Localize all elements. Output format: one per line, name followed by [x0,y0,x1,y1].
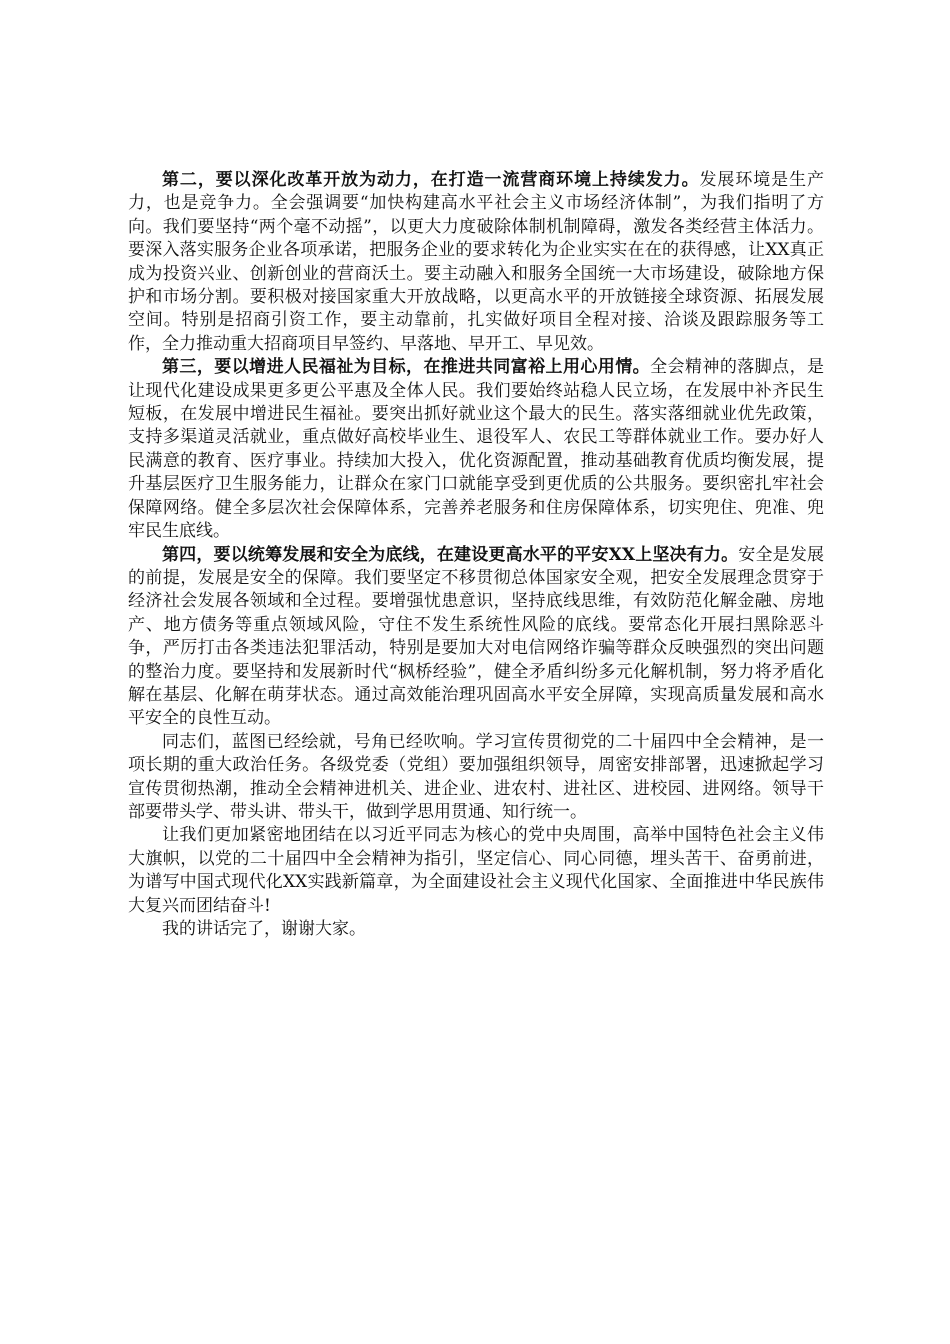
paragraph-body-text: 我的讲话完了，谢谢大家。 [162,919,366,939]
paragraph-call-to-action [128,731,824,825]
paragraph-body-text: 安全是发展的前提，发展是安全的保障。我们要坚定不移贯彻总体国家安全观，把安全发展理念贯穿于经济社会发展各领域和全过程。要增强忧患意识，坚持底线思维，有效防范化解金融、房地产、地方债务等重点领域风险，守住不发生系统性风险的底线。要常态化开展扫黑除恶斗争，严厉打击各类违法犯罪活动，特别是要加大对电信网络诈骗等群众反映强烈的突出问题的整治力度。要坚持和发展新时代“枫桥经验”，健全矛盾纠纷多元化解机制，努力将矛盾化解在基层、化解在萌芽状态。通过高效能治理巩固高水平安全屏障，实现高质量发展和高水平安全的良性互动。 [128,544,824,729]
paragraph-lead-heading: 第四，要以统筹发展和安全为底线，在建设更高水平的平安XX上坚决有力。 [162,544,739,565]
paragraph-closing-appeal [128,824,824,918]
paragraph-second-point [128,169,824,356]
paragraph-body-text: 同志们，蓝图已经绘就，号角已经吹响。学习宣传贯彻党的二十届四中全会精神，是一项长期的重大政治任务。各级党委（党组）要加强组织领导，周密安排部署，迅速掀起学习宣传贯彻热潮，推动全会精神进机关、进企业、进农村、进社区、进校园、进网络。领导干部要带头学、带头讲、带头干，做到学思用贯通、知行统一。 [128,731,824,822]
paragraph-sign-off [128,918,824,941]
paragraph-body-text: 全会精神的落脚点，是让现代化建设成果更多更公平惠及全体人民。我们要始终站稳人民立场，在发展中补齐民生短板，在发展中增进民生福祉。要突出抓好就业这个最大的民生。落实落细就业优先政策，支持多渠道灵活就业，重点做好高校毕业生、退役军人、农民工等群体就业工作。要办好人民满意的教育、医疗事业。持续加大投入，优化资源配置，推动基础教育优质均衡发展，提升基层医疗卫生服务能力，让群众在家门口就能享受到更优质的公共服务。要织密扎牢社会保障网络。健全多层次社会保障体系，完善养老服务和住房保障体系，切实兜住、兜准、兜牢民生底线。 [128,357,825,542]
paragraph-lead-heading: 第三，要以增进人民福祉为目标，在推进共同富裕上用心用情。 [162,357,651,378]
paragraph-lead-heading: 第二，要以深化改革开放为动力，在打造一流营商环境上持续发力。 [162,170,700,190]
paragraph-third-point [128,356,824,543]
paragraph-fourth-point [128,544,824,731]
paragraph-body-text: 让我们更加紧密地团结在以习近平同志为核心的党中央周围，高举中国特色社会主义伟大旗帜，以党的二十届四中全会精神为指引，坚定信心、同心同德，埋头苦干、奋勇前进，为谱写中国式现代化XX实践新篇章，为全面建设社会主义现代化国家、全面推进中华民族伟大复兴而团结奋斗! [128,825,824,916]
paragraph-body-text: 发展环境是生产力，也是竞争力。全会强调要“加快构建高水平社会主义市场经济体制”，为我们指明了方向。我们要坚持“两个毫不动摇”，以更大力度破除体制机制障碍，激发各类经营主体活力。要深入落实服务企业各项承诺，把服务企业的要求转化为企业实实在在的获得感，让XX真正成为投资兴业、创新创业的营商沃土。要主动融入和服务全国统一大市场建设，破除地方保护和市场分割。要积极对接国家重大开放战略，以更高水平的开放链接全球资源、拓展发展空间。特别是招商引资工作，要主动靠前，扎实做好项目全程对接、洽谈及跟踪服务等工作，全力推动重大招商项目早签约、早落地、早开工、早见效。 [128,170,824,354]
speech-text-body [128,169,824,941]
